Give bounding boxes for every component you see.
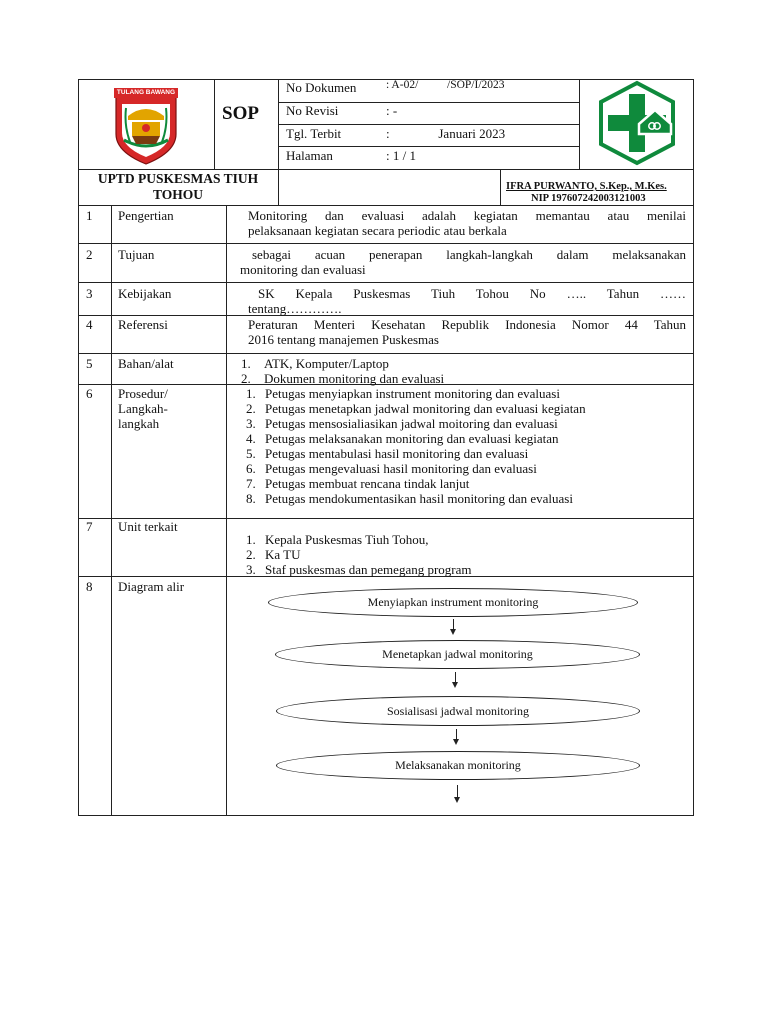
list-item: 2. Dokumen monitoring dan evaluasi (241, 371, 445, 386)
signatory-name: IFRA PURWANTO, S.Kep., M.Kes. (506, 181, 667, 192)
pengertian-text-line2: pelaksanaan kegiatan secara periodic atau berkala (248, 223, 507, 238)
section-title-tujuan: Tujuan (118, 247, 155, 262)
list-item: 8. Petugas mendokumentasikan hasil monitoring dan evaluasi (246, 491, 573, 506)
bahan-alat-list (236, 356, 444, 386)
flow-step: Melaksanakan monitoring (276, 751, 640, 780)
flow-arrow (455, 672, 456, 684)
label-halaman: Halaman (286, 148, 333, 163)
flow-arrow (453, 619, 454, 631)
doc-type-title: SOP (222, 103, 259, 124)
section-title-bahan-alat: Bahan/alat (118, 356, 174, 371)
list-item: 1. Petugas menyiapkan instrument monitoring dan evaluasi (246, 386, 560, 401)
section-title-prosedur (118, 386, 168, 431)
kebijakan-text-line1: SK Kepala Puskesmas Tiuh Tohou No ….. Tahun …… (258, 286, 686, 301)
row-number: 4 (86, 317, 93, 332)
row-number: 2 (86, 247, 93, 262)
list-item: 2. Petugas menetapkan jadwal monitoring dan evaluasi kegiatan (246, 401, 586, 416)
org-name: UPTD PUSKESMAS TIUH TOHOU (97, 171, 259, 202)
list-item: 3. Staf puskesmas dan pemegang program (246, 562, 472, 577)
value-no-dokumen: : A-02/ /SOP/I/2023 (386, 79, 505, 91)
logo-banner-text: TULANG BAWANG (116, 89, 176, 96)
section-title-unit-terkait: Unit terkait (118, 519, 178, 534)
value-tgl-terbit: : Januari 2023 (386, 126, 506, 141)
list-item: 1. Kepala Puskesmas Tiuh Tohou, (246, 532, 429, 547)
flow-step: Menyiapkan instrument monitoring (268, 588, 638, 617)
list-item: 3. Petugas mensosialiasikan jadwal moitoring dan evaluasi (246, 416, 558, 431)
list-item: 4. Petugas melaksanakan monitoring dan evaluasi kegiatan (246, 431, 559, 446)
flow-step: Sosialisasi jadwal monitoring (276, 696, 640, 726)
list-item: 6. Petugas mengevaluasi hasil monitoring dan evaluasi (246, 461, 537, 476)
title-line: Prosedur/ (118, 386, 168, 401)
list-item: 2. Ka TU (246, 547, 301, 562)
label-tgl-terbit: Tgl. Terbit (286, 126, 342, 141)
row-number: 3 (86, 286, 93, 301)
tujuan-text-line2: monitoring dan evaluasi (240, 262, 366, 277)
title-line: langkah (118, 416, 160, 431)
referensi-text-line2: 2016 tentang manajemen Puskesmas (248, 332, 439, 347)
label-no-revisi: No Revisi (286, 103, 339, 118)
row-number: 1 (86, 208, 93, 223)
kebijakan-text-line2: tentang…………. (248, 301, 342, 316)
label-no-dokumen: No Dokumen (286, 80, 357, 95)
row-number: 5 (86, 356, 93, 371)
unit-terkait-list (241, 532, 472, 577)
title-line: Langkah- (118, 401, 168, 416)
puskesmas-logo (595, 80, 679, 166)
row-number: 6 (86, 386, 93, 401)
value-no-revisi: : - (386, 103, 398, 118)
tujuan-text-line1: sebagai acuan penerapan langkah-langkah dalam melaksanakan (252, 247, 686, 262)
row-number: 7 (86, 519, 93, 534)
section-title-diagram-alir: Diagram alir (118, 579, 185, 594)
signatory-nip: NIP 197607242003121003 (531, 193, 646, 204)
section-title-pengertian: Pengertian (118, 208, 174, 223)
row-number: 8 (86, 579, 93, 594)
tulang-bawang-logo (110, 86, 182, 166)
flow-step: Menetapkan jadwal monitoring (275, 640, 640, 669)
section-title-referensi: Referensi (118, 317, 168, 332)
prosedur-list (241, 386, 586, 506)
list-item: 1. ATK, Komputer/Laptop (241, 356, 389, 371)
list-item: 7. Petugas membuat rencana tindak lanjut (246, 476, 470, 491)
list-item: 5. Petugas mentabulasi hasil monitoring dan evaluasi (246, 446, 529, 461)
flow-arrow (457, 785, 458, 799)
section-title-kebijakan: Kebijakan (118, 286, 172, 301)
pengertian-text-line1: Monitoring dan evaluasi adalah kegiatan memantau atau menilai (248, 208, 686, 223)
flow-arrow (456, 729, 457, 741)
value-halaman: : 1 / 1 (386, 148, 416, 163)
referensi-text-line1: Peraturan Menteri Kesehatan Republik Indonesia Nomor 44 Tahun (248, 317, 686, 332)
